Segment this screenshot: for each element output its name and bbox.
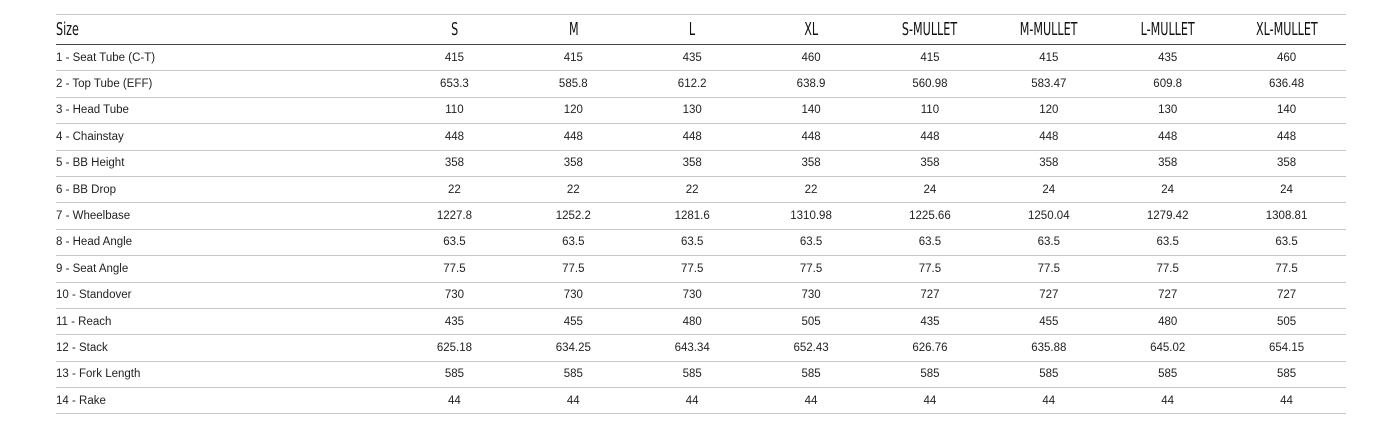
table-row [56, 203, 1346, 229]
table-row [56, 282, 1346, 308]
column-header-m: M [514, 15, 633, 45]
table-cell: 130 [633, 97, 752, 123]
table-cell: 110 [395, 97, 514, 123]
row-label: 12 - Stack [56, 335, 395, 361]
table-cell: 44 [752, 388, 871, 414]
table-cell: 63.5 [752, 229, 871, 255]
row-label: 7 - Wheelbase [56, 203, 395, 229]
table-cell: 730 [395, 282, 514, 308]
table-row [56, 361, 1346, 387]
table-row [56, 256, 1346, 282]
table-cell: 727 [989, 282, 1108, 308]
table-cell: 435 [871, 308, 990, 334]
table-cell: 448 [989, 124, 1108, 150]
table-cell: 77.5 [752, 256, 871, 282]
table-cell: 140 [1227, 97, 1346, 123]
table-cell: 460 [1227, 45, 1346, 71]
table-row [56, 124, 1346, 150]
table-cell: 63.5 [1108, 229, 1227, 255]
table-row [56, 229, 1346, 255]
table-cell: 636.48 [1227, 71, 1346, 97]
table-cell: 77.5 [633, 256, 752, 282]
table-cell: 24 [1227, 176, 1346, 202]
table-cell: 63.5 [1227, 229, 1346, 255]
table-cell: 130 [1108, 97, 1227, 123]
table-cell: 583.47 [989, 71, 1108, 97]
table-header-row [56, 15, 1346, 45]
row-label: 14 - Rake [56, 388, 395, 414]
table-cell: 585 [1108, 361, 1227, 387]
table-cell: 730 [514, 282, 633, 308]
table-cell: 1281.6 [633, 203, 752, 229]
table-row [56, 388, 1346, 414]
table-cell: 448 [1227, 124, 1346, 150]
table-cell: 727 [1227, 282, 1346, 308]
table-cell: 448 [752, 124, 871, 150]
table-cell: 63.5 [395, 229, 514, 255]
table-cell: 415 [871, 45, 990, 71]
row-label: 1 - Seat Tube (C-T) [56, 45, 395, 71]
table-cell: 44 [514, 388, 633, 414]
table-cell: 612.2 [633, 71, 752, 97]
table-cell: 22 [395, 176, 514, 202]
table-cell: 634.25 [514, 335, 633, 361]
table-cell: 435 [395, 308, 514, 334]
table-cell: 140 [752, 97, 871, 123]
table-cell: 63.5 [514, 229, 633, 255]
table-cell: 110 [871, 97, 990, 123]
column-header-size: Size [56, 15, 395, 45]
table-cell: 585 [752, 361, 871, 387]
table-cell: 585 [989, 361, 1108, 387]
table-cell: 654.15 [1227, 335, 1346, 361]
table-cell: 448 [514, 124, 633, 150]
table-cell: 448 [1108, 124, 1227, 150]
table-cell: 460 [752, 45, 871, 71]
table-row [56, 45, 1346, 71]
column-header-xl: XL [752, 15, 871, 45]
table-cell: 448 [633, 124, 752, 150]
table-row [56, 97, 1346, 123]
table-cell: 1227.8 [395, 203, 514, 229]
table-cell: 609.8 [1108, 71, 1227, 97]
table-cell: 560.98 [871, 71, 990, 97]
table-cell: 645.02 [1108, 335, 1227, 361]
table-cell: 44 [871, 388, 990, 414]
table-cell: 448 [395, 124, 514, 150]
table-cell: 585 [1227, 361, 1346, 387]
table-cell: 727 [871, 282, 990, 308]
row-label: 4 - Chainstay [56, 124, 395, 150]
table-cell: 120 [989, 97, 1108, 123]
table-cell: 77.5 [395, 256, 514, 282]
table-cell: 638.9 [752, 71, 871, 97]
table-cell: 455 [514, 308, 633, 334]
geometry-table [56, 14, 1346, 414]
table-cell: 24 [1108, 176, 1227, 202]
table-cell: 730 [752, 282, 871, 308]
table-cell: 1279.42 [1108, 203, 1227, 229]
column-header-m-mullet: M-MULLET [989, 15, 1108, 45]
table-cell: 585.8 [514, 71, 633, 97]
table-row [56, 335, 1346, 361]
table-cell: 22 [633, 176, 752, 202]
table-cell: 415 [514, 45, 633, 71]
row-label: 11 - Reach [56, 308, 395, 334]
table-cell: 44 [395, 388, 514, 414]
table-cell: 585 [871, 361, 990, 387]
table-cell: 22 [514, 176, 633, 202]
table-cell: 77.5 [989, 256, 1108, 282]
table-cell: 1250.04 [989, 203, 1108, 229]
column-header-l-mullet: L-MULLET [1108, 15, 1227, 45]
table-row [56, 308, 1346, 334]
table-cell: 585 [395, 361, 514, 387]
row-label: 3 - Head Tube [56, 97, 395, 123]
table-cell: 24 [871, 176, 990, 202]
column-header-l: L [633, 15, 752, 45]
column-header-xl-mullet: XL-MULLET [1227, 15, 1346, 45]
table-cell: 358 [514, 150, 633, 176]
row-label: 10 - Standover [56, 282, 395, 308]
table-cell: 358 [989, 150, 1108, 176]
table-cell: 358 [1227, 150, 1346, 176]
table-cell: 44 [633, 388, 752, 414]
table-cell: 1310.98 [752, 203, 871, 229]
row-label: 2 - Top Tube (EFF) [56, 71, 395, 97]
table-cell: 448 [871, 124, 990, 150]
table-cell: 63.5 [871, 229, 990, 255]
table-cell: 358 [395, 150, 514, 176]
row-label: 13 - Fork Length [56, 361, 395, 387]
table-cell: 480 [1108, 308, 1227, 334]
table-cell: 625.18 [395, 335, 514, 361]
table-cell: 358 [871, 150, 990, 176]
table-cell: 77.5 [514, 256, 633, 282]
table-cell: 44 [1227, 388, 1346, 414]
table-cell: 63.5 [989, 229, 1108, 255]
table-cell: 44 [1108, 388, 1227, 414]
table-cell: 585 [633, 361, 752, 387]
table-cell: 77.5 [871, 256, 990, 282]
table-cell: 415 [395, 45, 514, 71]
table-cell: 63.5 [633, 229, 752, 255]
table-cell: 77.5 [1227, 256, 1346, 282]
table-cell: 415 [989, 45, 1108, 71]
table-cell: 1225.66 [871, 203, 990, 229]
table-cell: 653.3 [395, 71, 514, 97]
table-row [56, 150, 1346, 176]
row-label: 8 - Head Angle [56, 229, 395, 255]
table-cell: 626.76 [871, 335, 990, 361]
table-cell: 635.88 [989, 335, 1108, 361]
table-cell: 358 [633, 150, 752, 176]
table-cell: 358 [1108, 150, 1227, 176]
table-cell: 730 [633, 282, 752, 308]
column-header-s-mullet: S-MULLET [871, 15, 990, 45]
table-cell: 585 [514, 361, 633, 387]
table-cell: 22 [752, 176, 871, 202]
table-cell: 505 [1227, 308, 1346, 334]
table-row [56, 71, 1346, 97]
table-cell: 643.34 [633, 335, 752, 361]
table-cell: 455 [989, 308, 1108, 334]
row-label: 5 - BB Height [56, 150, 395, 176]
table-cell: 1308.81 [1227, 203, 1346, 229]
table-cell: 77.5 [1108, 256, 1227, 282]
table-cell: 480 [633, 308, 752, 334]
table-row [56, 176, 1346, 202]
table-cell: 505 [752, 308, 871, 334]
row-label: 9 - Seat Angle [56, 256, 395, 282]
table-cell: 727 [1108, 282, 1227, 308]
table-cell: 358 [752, 150, 871, 176]
table-cell: 435 [633, 45, 752, 71]
table-cell: 435 [1108, 45, 1227, 71]
table-cell: 120 [514, 97, 633, 123]
row-label: 6 - BB Drop [56, 176, 395, 202]
table-cell: 24 [989, 176, 1108, 202]
table-body [56, 45, 1346, 414]
table-cell: 44 [989, 388, 1108, 414]
column-header-s: S [395, 15, 514, 45]
table-cell: 1252.2 [514, 203, 633, 229]
table-cell: 652.43 [752, 335, 871, 361]
